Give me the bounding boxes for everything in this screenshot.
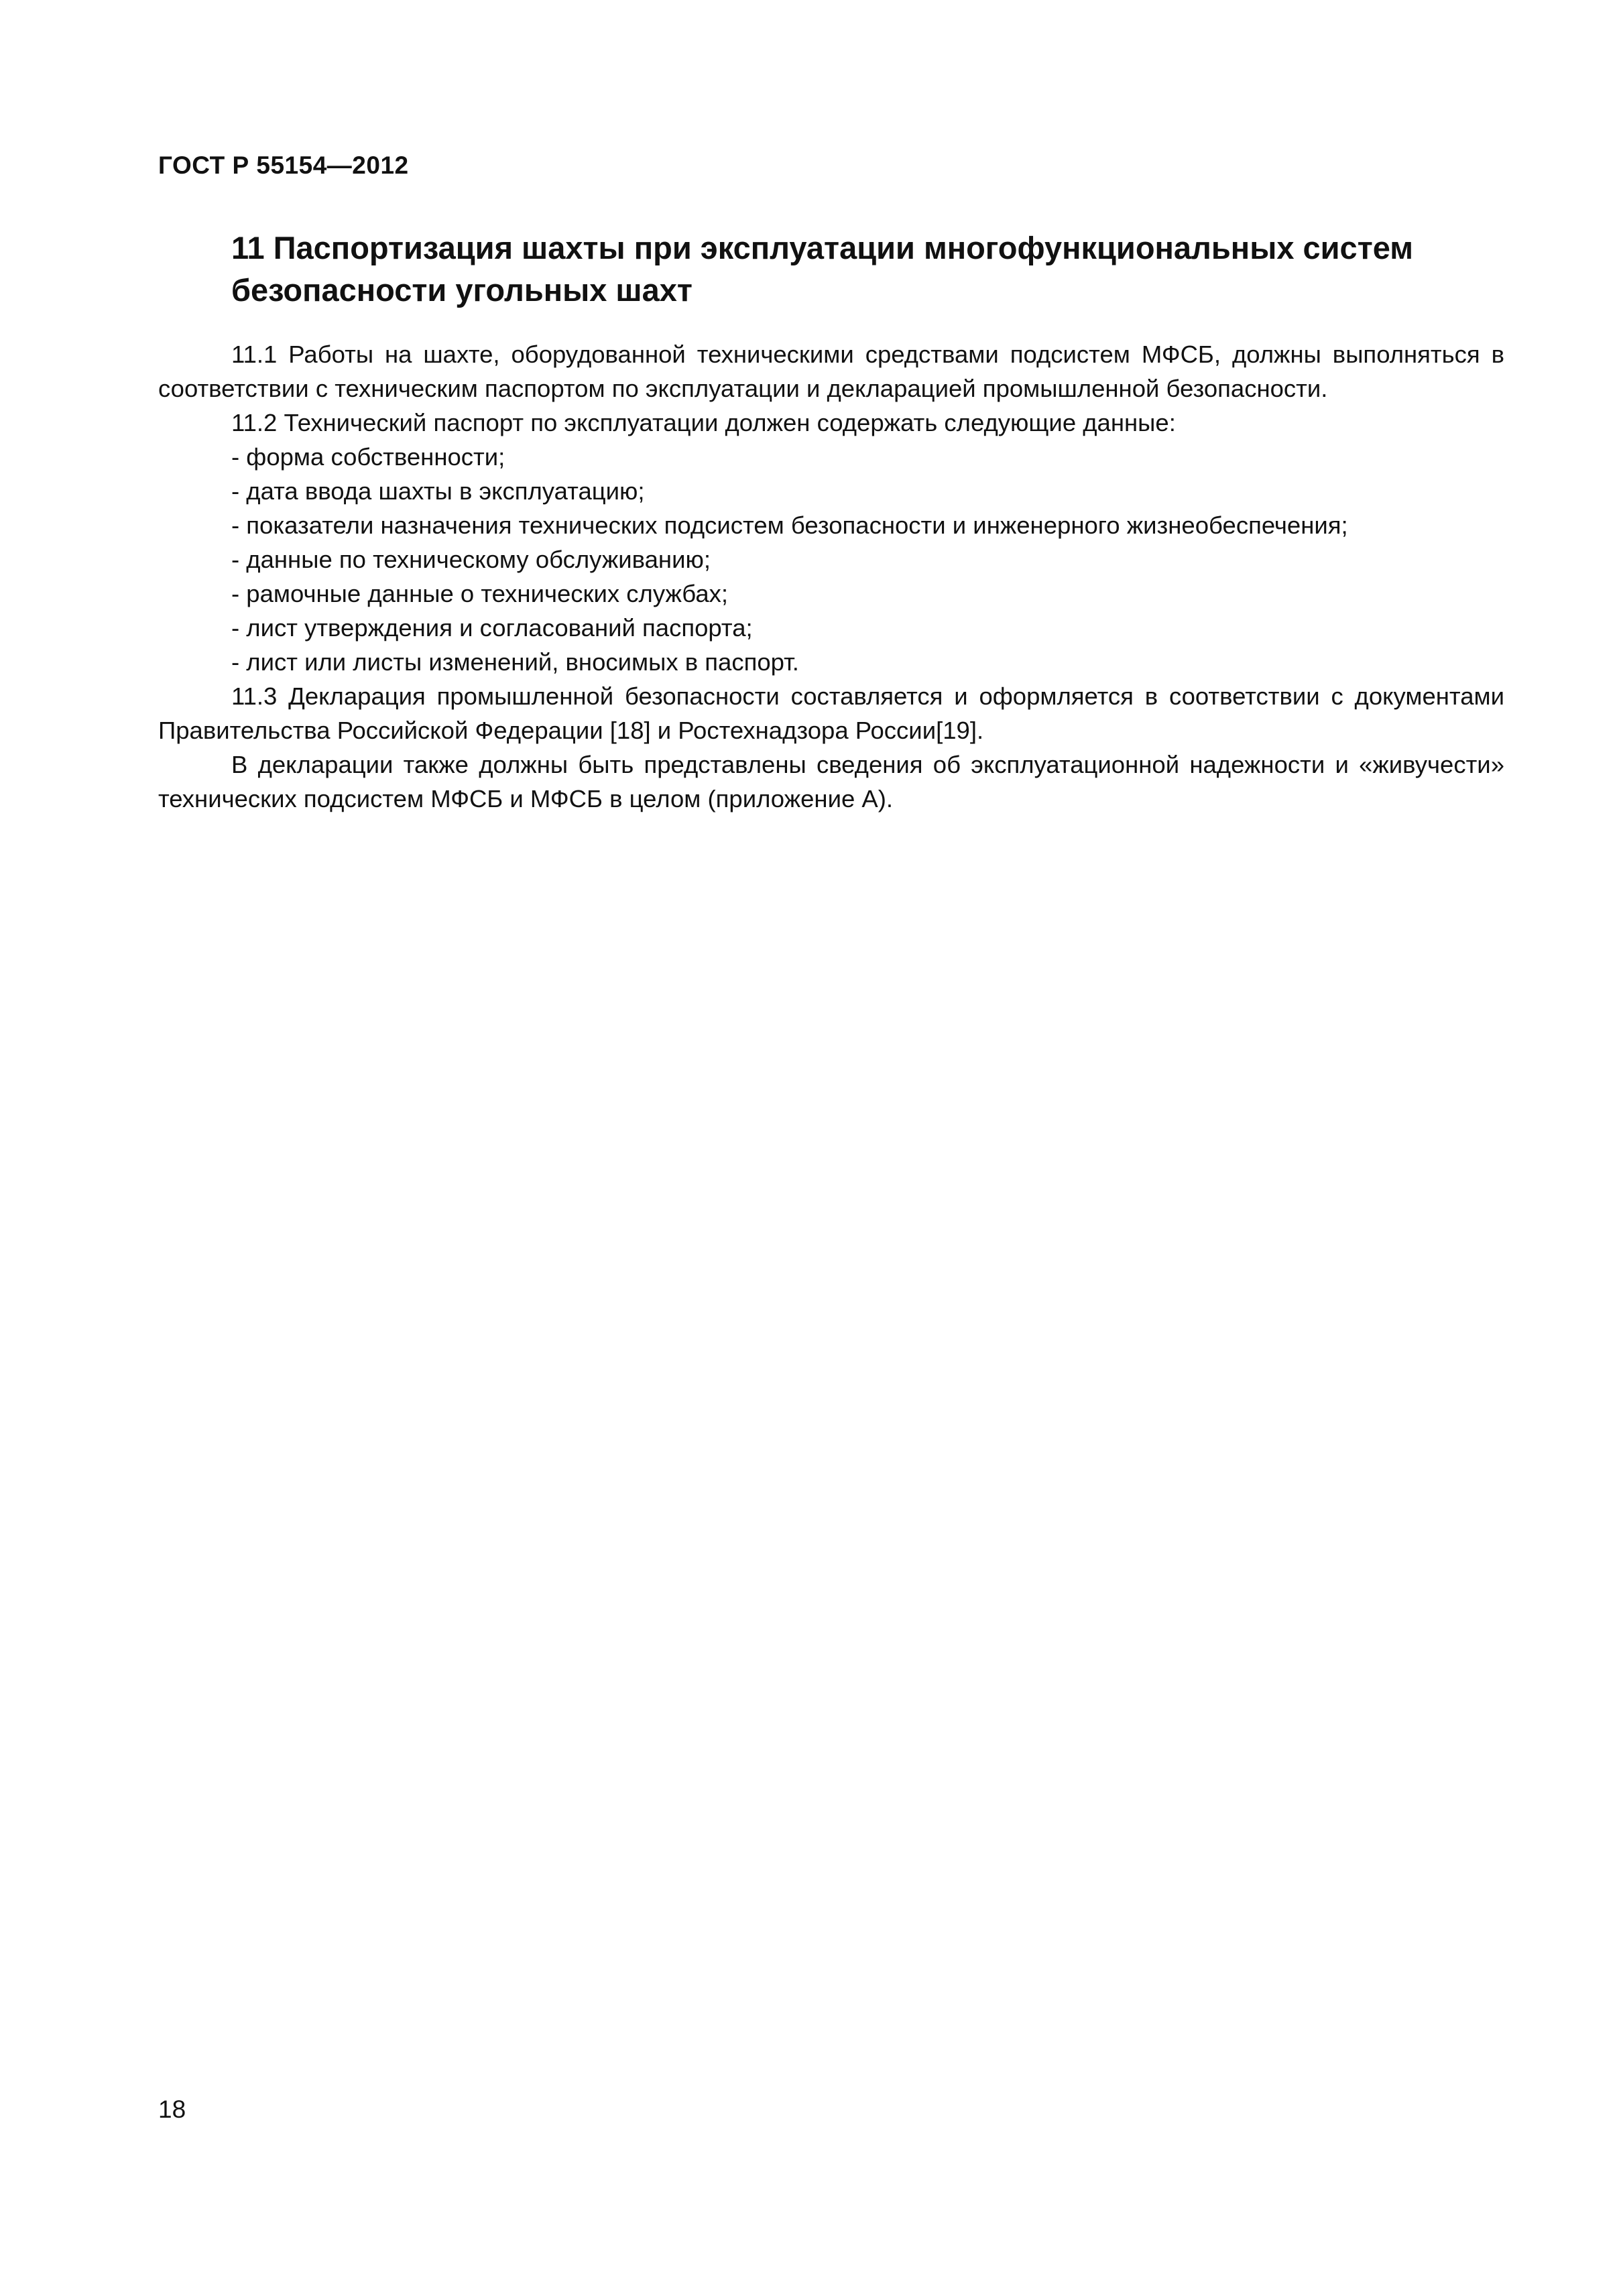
paragraph-11-2: 11.2 Технический паспорт по эксплуатации должен содержать следующие данные: (231, 409, 1176, 436)
list-item: - данные по техническому обслуживанию; (231, 546, 711, 573)
document-code: ГОСТ Р 55154—2012 (158, 152, 409, 179)
paragraph-11-1: 11.1 Работы на шахте, оборудованной техническими средствами подсистем МФСБ, должны выполняться в соответствии с техническим паспортом по эксплуатации и декларацией промышленной безопасности. (158, 341, 1504, 402)
page-number: 18 (158, 2096, 186, 2123)
list-item: - лист или листы изменений, вносимых в паспорт. (231, 648, 799, 676)
paragraph-11-3: 11.3 Декларация промышленной безопасности составляется и оформляется в соответствии с документами Правительства Российской Федерации [18] и Ростехнадзора России[19]. (158, 682, 1504, 744)
list-item: - дата ввода шахты в эксплуатацию; (231, 477, 645, 505)
list-item: - показатели назначения технических подсистем безопасности и инженерного жизнеобеспечения; (231, 511, 1348, 539)
paragraph-declaration: В декларации также должны быть представлены сведения об эксплуатационной надежности и «живучести» технических подсистем МФСБ и МФСБ в целом (приложение А). (158, 751, 1504, 812)
section-body (158, 337, 1504, 816)
section-title: 11 Паспортизация шахты при эксплуатации многофункциональных систем безопасности угольных шахт (231, 230, 1414, 308)
list-item: - рамочные данные о технических службах; (231, 580, 729, 607)
list-item: - форма собственности; (231, 443, 505, 471)
list-item: - лист утверждения и согласований паспорта; (231, 614, 753, 642)
